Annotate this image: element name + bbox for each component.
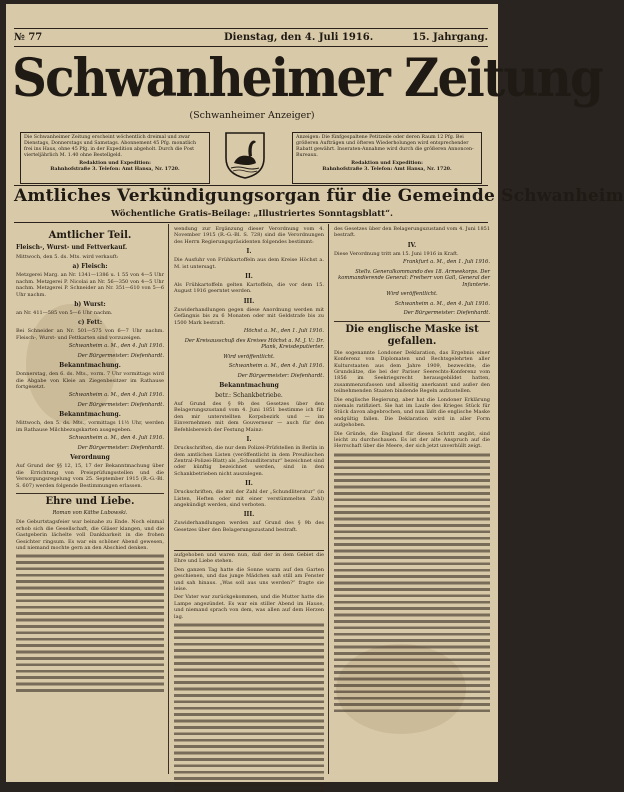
- subheading-fleischverkauf: Fleisch-, Wurst- und Fettverkauf.: [16, 244, 128, 251]
- ear-left-address: Bahnhofstraße 3. Telefon: Amt Hansa, Nr. 1720.: [50, 166, 180, 172]
- ear-left-box: [20, 132, 210, 184]
- paragraph: Metzgerei Marg. an Nr. 1341—1386 u. 1 55 von 4—5 Uhr nachm. Metzgerei P. Nicolai an Nr. 56—350 von 4—5 Uhr nachm. Metzgerei P. Schneider an Nr. 351—610 von 5—6 Uhr nachm.: [16, 272, 164, 298]
- numeral: I.: [246, 248, 252, 256]
- signature-date: Höchst a. M., den 1. Juli 1916.: [243, 328, 324, 335]
- numeral: III.: [243, 511, 255, 519]
- paragraph: Die Geburtstagsfeier war beinahe zu Ende. Noch einmal erhob sich die Gesellschaft, die Gläser klangen, und die Gastgeberin lächelte voll Dankbarkeit in die frohen Gesichter ringsum. Es war ein schöner Abend gewesen, und niemand mochte gern an den Abschied denken.: [16, 519, 164, 552]
- issue-volume: 15. Jahrgang.: [412, 32, 488, 43]
- section-heading-englische-maske: Die englische Maske ist gefallen.: [334, 321, 490, 348]
- byline: Roman von Käthe Lubowski.: [52, 509, 128, 516]
- ear-right-address: Bahnhofstraße 3. Telefon: Amt Hansa, Nr. 1720.: [322, 166, 452, 172]
- paragraph: aufgehoben und waren nun, daß der in dem Gebiet die Ehre und Liebe stehen.: [174, 552, 324, 565]
- official-organ-heading: Amtliches Verkündigungsorgan für die Gemeinde Schwanheim: [14, 186, 624, 206]
- text-block: [334, 452, 490, 712]
- signature-date: Frankfurt a. M., den 1. Juli 1916.: [403, 259, 490, 266]
- publication-note: Wird veröffentlicht.: [223, 353, 275, 360]
- signature-date: Schwanheim a. M., den 4. Juli 1916.: [68, 392, 164, 399]
- subheading-bekanntmachung: Bekanntmachung.: [59, 411, 121, 419]
- paragraph: wendung zur Ergänzung dieser Verordnung vom 4. November 1915 (R.-G.-Bl. S. 728) sind die Verordnungen des Herrn Regierungspräsidenten folgendes bestimmt:: [174, 226, 324, 245]
- official-bottom-rule: [14, 222, 488, 223]
- ear-left-footer: Redaktion und Expedition:: [79, 160, 151, 166]
- subheading-verordnung: Verordnung: [70, 454, 110, 462]
- swan-crest-icon: [222, 130, 268, 180]
- top-rule: [14, 28, 488, 29]
- numeral: IV.: [407, 241, 417, 249]
- signature-date: Schwanheim a. M., den 4. Juli 1916.: [394, 300, 490, 307]
- paragraph: Den ganzen Tag hatte die Sonne warm auf den Garten geschienen, und das junge Mädchen saß still am Fenster und sah hinaus. „Was soll aus uns werden?“ fragte sie leise.: [174, 566, 324, 593]
- numeral: II.: [245, 480, 253, 488]
- signature: Der Bürgermeister: Diefenhardt.: [77, 352, 164, 359]
- subheading-bekanntmachung: Bekanntmachung.: [59, 362, 121, 370]
- column-separator: [328, 224, 329, 774]
- signature: Der Bürgermeister: Diefenhardt.: [77, 401, 164, 408]
- subheading-betreff: betr.: Schankbetriebe.: [215, 392, 283, 400]
- paragraph: des Gesetzes über den Belagerungszustand vom 4. Juni 1851 bestraft.: [334, 226, 490, 239]
- paragraph: Die Ausfuhr von Frühkartoffeln aus dem Kreise Höchst a. M. ist untersagt.: [174, 257, 324, 270]
- paragraph: Diese Verordnung tritt am 15. Juni 1916 in Kraft.: [334, 250, 459, 257]
- ear-right-box: [292, 132, 482, 184]
- text-block: [16, 553, 164, 693]
- publication-note: Wird veröffentlicht.: [386, 291, 438, 298]
- ear-left-text: Die Schwanheimer Zeitung erscheint wöchentlich dreimal und zwar Dienstags, Donnerstags und Samstags. Abonnement 45 Pfg. monatlich frei ins Haus, ohne 45 Pfg. in der Expedition abgeholt. Durch die Post vierteljährlich M. 1.40 ohne Bestellgeld.: [24, 135, 197, 158]
- numeral: I.: [246, 436, 252, 444]
- paragraph: Auf Grund des § 9b des Gesetzes über den Belagerungszustand vom 4. Juni 1851 bestimme ich für den mir unterstellten Korpsbezirk und — im Einvernehmen mit dem Gouverneur — auch für den Befehlsbereich der Festung Mainz:: [174, 401, 324, 433]
- column-separator: [168, 224, 169, 774]
- section-heading-ehre-und-liebe: Ehre und Liebe.: [16, 493, 164, 508]
- numeral: III.: [243, 297, 255, 305]
- issue-number: № 77: [14, 32, 43, 43]
- signature: Der Bürgermeister: Diefenhardt.: [77, 444, 164, 451]
- paragraph: Auf Grund der §§ 12, 15, 17 der Bekanntmachung über die Errichtung von Preisprüfungsstellen und die Versorgungsregelung vom 25. September 1915 (R.-G.-Bl. S. 607) werden folgende Bestimmungen erlassen.: [16, 463, 164, 489]
- paragraph: Bei Schneider an Nr. 501—575 von 6—7 Uhr nachm. Fleisch-, Wurst- und Fettkarten sind vorzuzeigen.: [16, 328, 164, 341]
- signature: Stellv. Generalkommando des 18. Armeekorps. Der kommandierende General: Freiherr von Gall, General der Infanterie.: [338, 268, 490, 288]
- masthead-title: Schwanheimer Zeitung: [12, 48, 602, 109]
- signature: Der Bürgermeister: Diefenhardt.: [237, 372, 324, 379]
- signature-date: Schwanheim a. M., den 4. Juli 1916.: [68, 435, 164, 442]
- text-block: [174, 622, 324, 792]
- paragraph: Zuwiderhandlungen gegen diese Anordnung werden mit Gefängnis bis zu 6 Monaten oder mit Geldstrafe bis zu 1500 Mark bestraft.: [174, 306, 324, 326]
- paragraph: Die sogenannte Londoner Deklaration, das Ergebnis einer Konferenz von Diplomaten und Rechtsgelehrten aller Kulturstaaten aus dem Jahre 1909, bezweckte, die Grundsätze, die bei der Pariser Seerechts-Konferenz vom 1856 im Seekriegsrecht herausgebildet hatten, zusammenzufassen und allseitig anerkannt und außer den teilnehmenden Staaten bindende Regeln aufzustellen.: [334, 349, 490, 395]
- signature: Der Bürgermeister: Diefenhardt.: [403, 310, 490, 317]
- ear-right-footer: Redaktion und Expedition:: [351, 160, 423, 166]
- subheading: b) Wurst:: [74, 301, 106, 309]
- column-1: [16, 226, 164, 772]
- paragraph: Mittwoch, den 5. ds. Mts., vormittags 11½ Uhr, werden im Rathause Milchbezugskarten ausgegeben.: [16, 420, 164, 433]
- feuilleton-rule: [174, 550, 324, 551]
- supplement-note: Wöchentliche Gratis-Beilage: „Illustriertes Sonntagsblatt“.: [111, 209, 393, 219]
- paragraph: Druckschriften, die mit der Zahl der „Schundliteratur“ (in Listen, Heften oder mit einer verstümmelten Zahl) angekündigt werden, sind verboten.: [174, 489, 324, 508]
- column-2: [174, 226, 324, 548]
- paragraph: Der Vater war zurückgekommen, und die Mutter hatte die Lampe angezündet. Es war ein stiller Abend im Hause, und niemand sprach von dem, was allen auf dem Herzen lag.: [174, 594, 324, 620]
- subheading: c) Fett:: [77, 319, 103, 327]
- signature-date: Schwanheim a. M., den 4. Juli 1916.: [68, 343, 164, 350]
- section-heading-amtlicher-teil: Amtlicher Teil.: [48, 230, 132, 241]
- masthead-subtitle: (Schwanheimer Anzeiger): [189, 110, 315, 121]
- column-3: [334, 226, 490, 772]
- feuilleton-continuation: [174, 552, 324, 772]
- issue-line: [14, 30, 488, 46]
- paragraph: Die Gründe, die England für diesen Schritt angibt, sind leicht zu durchschauen. Es ist der alte Anspruch auf die Herrschaft über die Meere, der sich jetzt unverhüllt zeigt.: [334, 430, 490, 450]
- ear-right-text: Anzeigen: Die fünfgespaltene Petitzeile oder deren Raum 12 Pfg. Bei größeren Aufträgen und öfteren Wiederholungen wird entsprechender Rabatt gewährt. Inseraten-Annahme wird durch die größeren Annoncen-Bureaux.: [296, 135, 474, 158]
- paragraph: Druckschriften, die nur dem Polizei-Prüfstellen in Berlin in dem amtlichen Listen (veröffentlicht in dem Preußischen Zentral-Polizei-Blatt) als „Schundliteratur“ bezeichnet sind oder künftig bezeichnet werden, sind in den Schankbetrieben nicht auszulegen.: [174, 445, 324, 477]
- paragraph: Zuwiderhandlungen werden auf Grund des § 9b des Gesetzes über den Belagerungszustand bestraft.: [174, 520, 324, 533]
- signature: Der Kreisausschuß des Kreises Höchst a. M. J. V.: Dr. Plank, Kreisdeputierter.: [184, 337, 324, 351]
- numeral: II.: [245, 273, 253, 281]
- paragraph: Mittwoch, den 5. ds. Mts. wird verkauft:: [16, 254, 119, 260]
- subheading: a) Fleisch:: [72, 263, 108, 271]
- paragraph: Die englische Regierung, aber hat die Londoner Erklärung niemals ratifiziert. Sie hat im Laufe des Krieges Stück für Stück davon abgebrochen, und nun läßt die englische Maske endgültig fallen. Die Deklaration wird in aller Form aufgehoben.: [334, 396, 490, 429]
- paragraph: an Nr. 411—585 von 5—6 Uhr nachm.: [16, 310, 113, 317]
- issue-date: Dienstag, den 4. Juli 1916.: [224, 32, 374, 43]
- paragraph: Donnerstag, den 6. ds. Mts., vorm. 7 Uhr vormittags wird die Abgabe von Kleie an Ziegenbesitzer im Rathause fortgesetzt.: [16, 371, 164, 391]
- newspaper-page: [6, 4, 624, 782]
- signature-date: Schwanheim a. M., den 4. Juli 1916.: [228, 363, 324, 370]
- subheading-bekanntmachung: Bekanntmachung: [219, 382, 279, 390]
- paragraph: Als Frühkartoffeln gelten Kartoffeln, die vor dem 15. August 1916 geerntet werden.: [174, 282, 324, 295]
